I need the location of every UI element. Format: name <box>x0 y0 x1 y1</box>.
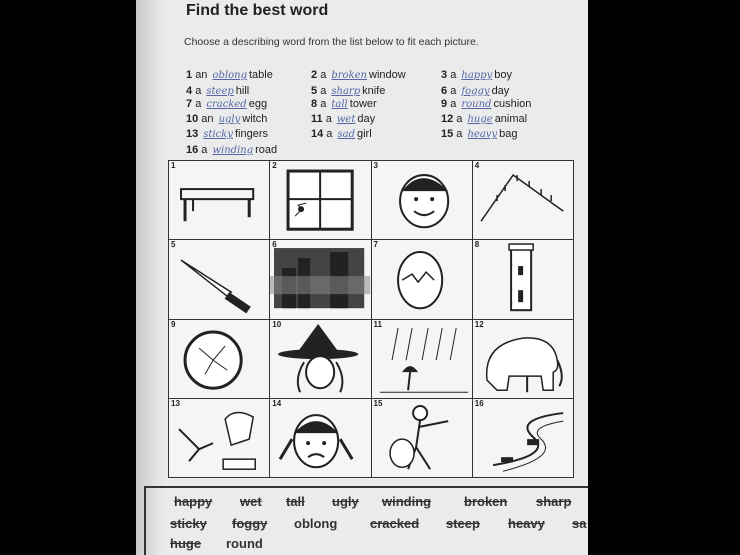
picture-cell <box>168 160 270 240</box>
handwritten-answer[interactable]: foggy <box>461 86 490 97</box>
exercise-article: a <box>450 98 460 110</box>
tower-icon <box>473 240 573 318</box>
exercise-noun: fingers <box>234 128 268 140</box>
exercise-article: a <box>325 113 335 125</box>
picture-cell <box>371 160 473 240</box>
picture-number: 14 <box>272 398 282 408</box>
exercise-item <box>441 113 527 125</box>
word-list-word: winding <box>382 494 432 509</box>
word-list-word: oblong <box>294 516 338 531</box>
exercise-noun: day <box>491 85 510 97</box>
exercise-noun: tower <box>349 98 377 110</box>
handwritten-answer[interactable]: ugly <box>218 114 241 125</box>
picture-cell <box>472 398 574 478</box>
exercise-item <box>186 98 267 110</box>
exercise-number: 8 <box>311 98 321 110</box>
exercise-article: a <box>450 85 460 97</box>
exercise-noun: egg <box>248 98 268 110</box>
handwritten-answer[interactable]: round <box>461 99 492 110</box>
word-list-word: cracked <box>370 516 420 531</box>
handwritten-answer[interactable]: sharp <box>331 86 361 97</box>
exercise-article: a <box>195 85 205 97</box>
picture-cell <box>371 319 473 399</box>
word-list-word: wet <box>240 494 262 509</box>
exercise-number: 9 <box>441 98 451 110</box>
handwritten-answer[interactable]: winding <box>212 145 254 156</box>
word-list-word: tall <box>286 494 305 509</box>
word-list-box <box>144 486 588 555</box>
handwritten-answer[interactable]: happy <box>461 70 493 81</box>
exercise-number: 1 <box>186 69 196 81</box>
sad-girl-icon <box>270 399 370 477</box>
page-shadow <box>136 0 164 555</box>
exercise-noun: road <box>255 144 278 156</box>
picture-number: 4 <box>474 161 480 170</box>
exercise-article: a <box>320 85 330 97</box>
exercise-number: 16 <box>186 144 202 156</box>
exercise-noun: witch <box>242 113 268 125</box>
exercise-noun: animal <box>494 113 528 125</box>
exercise-item <box>311 128 372 140</box>
picture-number: 12 <box>474 319 484 329</box>
handwritten-answer[interactable]: heavy <box>467 129 498 140</box>
handwritten-answer[interactable]: oblong <box>212 70 247 81</box>
round-cushion-icon <box>169 320 269 398</box>
exercise-number: 5 <box>311 85 321 97</box>
exercise-number: 6 <box>441 85 451 97</box>
exercise-item <box>186 128 268 140</box>
exercise-article: an <box>201 113 217 125</box>
cracked-egg-icon <box>372 240 472 318</box>
word-list-word: foggy <box>232 516 268 531</box>
picture-number: 2 <box>272 161 277 170</box>
exercise-item <box>186 113 267 125</box>
man-with-bag-icon <box>372 399 472 477</box>
picture-number: 16 <box>474 398 484 408</box>
worksheet-page <box>136 0 588 555</box>
handwritten-answer[interactable]: steep <box>206 86 234 97</box>
word-list-word: sticky <box>170 516 207 531</box>
exercise-noun: boy <box>494 69 512 81</box>
word-list-word: happy <box>174 494 213 509</box>
instruction-text: Choose a describing word from the list below to fit each picture. <box>184 36 479 48</box>
exercise-number: 11 <box>311 113 326 125</box>
word-list-word: ugly <box>332 494 359 509</box>
exercise-item <box>311 113 375 125</box>
picture-cell <box>269 398 371 478</box>
exercise-noun: bag <box>499 128 518 140</box>
picture-number: 6 <box>272 240 277 250</box>
exercise-article: a <box>320 69 330 81</box>
witch-icon <box>270 320 370 398</box>
broken-window-icon <box>270 161 370 239</box>
handwritten-answer[interactable]: sticky <box>203 129 233 140</box>
word-list-word: steep <box>446 516 480 531</box>
exercise-number: 10 <box>186 113 202 125</box>
exercise-item <box>441 128 517 140</box>
picture-number: 11 <box>373 319 382 329</box>
picture-cell <box>472 160 574 240</box>
exercise-noun: day <box>357 113 376 125</box>
steep-hill-icon <box>473 161 573 239</box>
picture-cell <box>269 239 371 319</box>
exercise-item <box>186 85 249 97</box>
rainy-day-icon <box>372 320 472 398</box>
word-list-word: huge <box>170 536 202 551</box>
exercise-number: 7 <box>186 98 196 110</box>
exercise-article: a <box>201 144 211 156</box>
foggy-city-icon <box>270 240 370 318</box>
exercise-item <box>441 98 531 110</box>
exercise-article: a <box>320 98 330 110</box>
exercise-noun: hill <box>235 85 250 97</box>
exercise-item <box>186 69 273 81</box>
exercise-article: an <box>195 69 211 81</box>
word-list-word: sharp <box>536 494 572 509</box>
exercise-number: 15 <box>441 128 457 140</box>
handwritten-answer[interactable]: tall <box>331 99 348 110</box>
picture-number: 10 <box>272 319 282 329</box>
exercise-article: a <box>450 69 460 81</box>
word-list-word: broken <box>464 494 508 509</box>
picture-number: 15 <box>373 398 383 408</box>
word-list-word: heavy <box>508 516 545 531</box>
exercise-number: 14 <box>311 128 327 140</box>
picture-number: 3 <box>373 161 378 170</box>
exercise-number: 12 <box>441 113 457 125</box>
winding-road-icon <box>473 399 573 477</box>
page-title: Find the best word <box>186 2 329 19</box>
handwritten-answer[interactable]: huge <box>467 114 493 125</box>
exercise-item <box>311 85 385 97</box>
picture-grid <box>168 160 573 477</box>
picture-cell <box>472 319 574 399</box>
exercise-noun: table <box>248 69 273 81</box>
exercise-number: 13 <box>186 128 202 140</box>
exercise-item <box>441 69 512 81</box>
exercise-article: a <box>456 113 466 125</box>
exercise-noun: girl <box>356 128 372 140</box>
handwritten-answer[interactable]: cracked <box>206 99 247 110</box>
sticky-hands-icon <box>169 399 269 477</box>
table-icon <box>169 161 269 239</box>
exercise-noun: knife <box>362 85 386 97</box>
picture-number: 5 <box>171 240 176 250</box>
exercise-item <box>311 69 406 81</box>
exercise-article: a <box>195 98 205 110</box>
handwritten-answer[interactable]: broken <box>331 70 367 81</box>
exercise-noun: window <box>369 69 406 81</box>
elephant-icon <box>473 320 573 398</box>
exercise-number: 3 <box>441 69 451 81</box>
picture-number: 8 <box>474 240 480 250</box>
picture-number: 13 <box>171 398 180 408</box>
picture-cell <box>168 319 270 399</box>
picture-cell <box>269 319 371 399</box>
picture-number: 1 <box>171 161 176 170</box>
picture-cell <box>472 239 574 319</box>
knife-icon <box>169 240 269 318</box>
smiling-boy-icon <box>372 161 472 239</box>
picture-cell <box>371 398 473 478</box>
word-list-word: sa <box>572 516 587 531</box>
exercise-item <box>186 144 277 156</box>
picture-number: 7 <box>373 240 378 250</box>
handwritten-answer[interactable]: wet <box>336 114 356 125</box>
exercise-article: a <box>456 128 466 140</box>
picture-cell <box>168 239 270 319</box>
exercise-article: a <box>326 128 336 140</box>
handwritten-answer[interactable]: sad <box>337 129 355 140</box>
picture-cell <box>371 239 473 319</box>
picture-cell <box>168 398 270 478</box>
exercise-noun: cushion <box>493 98 532 110</box>
picture-cell <box>269 160 371 240</box>
exercise-number: 2 <box>311 69 321 81</box>
exercise-item <box>311 98 377 110</box>
exercise-item <box>441 85 509 97</box>
picture-number: 9 <box>171 319 176 329</box>
exercise-number: 4 <box>186 85 196 97</box>
word-list-word: round <box>226 536 263 551</box>
